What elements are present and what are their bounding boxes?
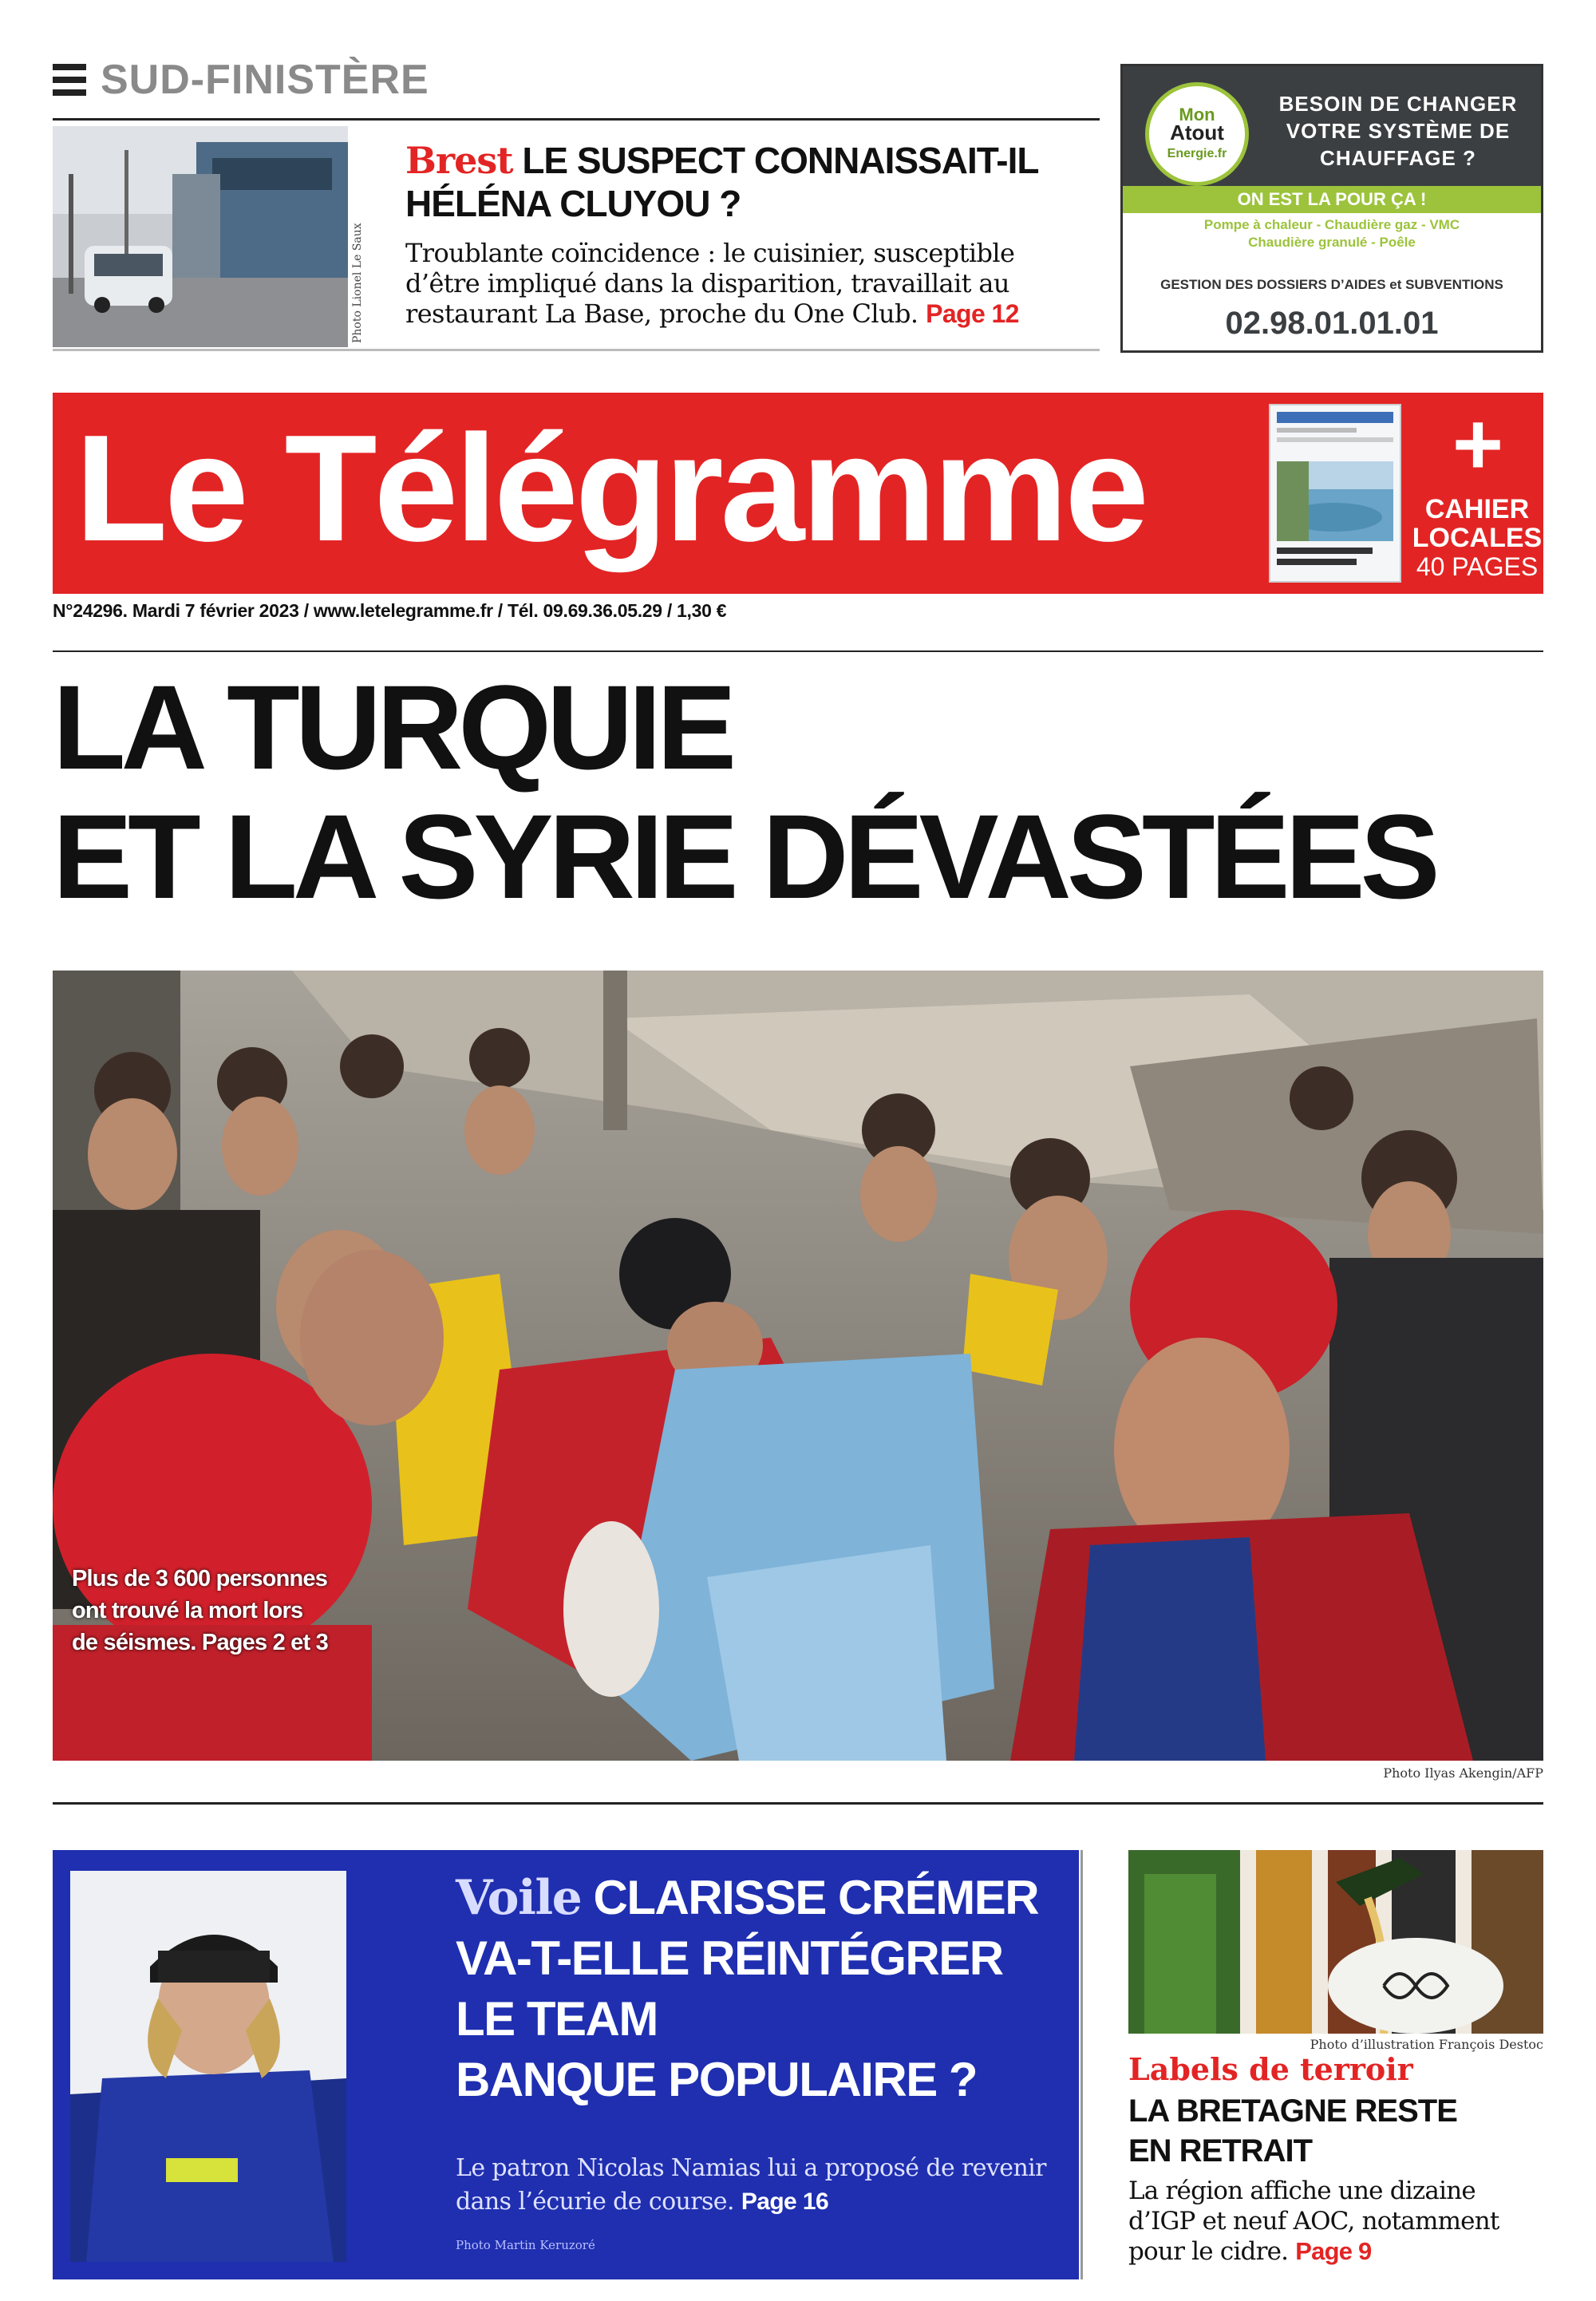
teaser-body (405, 238, 1092, 329)
terroir-body: La région affiche une dizaine d’IGP et neuf AOC, notamment pour le cidre. Page 9 (1128, 2176, 1499, 2266)
supplement-thumbnail[interactable] (1269, 404, 1401, 583)
divider (1080, 1850, 1083, 2279)
teaser-title: LE SUSPECT CONNAISSAIT-IL HÉLÉNA CLUYOU ? (405, 140, 1038, 224)
sailing-body: Le patron Nicolas Namias lui a proposé de revenir dans l’écurie de course. Page 16 (456, 2154, 1046, 2216)
main-headline[interactable]: LA TURQUIE ET LA SYRIE DÉVASTÉES (53, 660, 1436, 923)
edition-bar (53, 56, 429, 104)
ad-products: Pompe à chaleur - Chaudière gaz - VMC Chaudière granulé - Poêle (1203, 217, 1460, 250)
divider (53, 650, 1543, 652)
masthead-title[interactable]: Le Télégramme (75, 404, 1146, 573)
divider (53, 118, 1100, 121)
divider (53, 349, 1100, 351)
teaser-headline[interactable] (405, 139, 1092, 225)
page-ref-link[interactable]: Page 9 (1295, 2237, 1372, 2265)
photo-credit: Photo Ilyas Akengin/AFP (1383, 1765, 1543, 1781)
terroir-photo[interactable] (1128, 1850, 1543, 2034)
sailing-headline[interactable]: Voile CLARISSE CRÉMER VA-T-ELLE RÉINTÉGRER LE TEAM BANQUE POPULAIRE ? (456, 1870, 1039, 2106)
main-caption: Plus de 3 600 personnes ont trouvé la mort lors de séismes. Pages 2 et 3 (72, 1566, 328, 1655)
ad-header (1123, 66, 1541, 186)
menu-icon[interactable] (53, 64, 86, 96)
divider (53, 1802, 1543, 1805)
photo-credit: Photo Martin Keruzoré (456, 2238, 595, 2252)
sailing-photo[interactable] (70, 1871, 346, 2262)
supplement-label: CAHIER LOCALES 40 PAGES (1412, 494, 1543, 581)
teaser-body-text: Troublante coïncidence : le cuisinier, susceptible d’être impliqué dans la disparition, travaillait au restaurant La Base, proche du One Club. (405, 238, 1015, 329)
ad-band: ON EST LA POUR ÇA ! (1123, 186, 1541, 213)
masthead (53, 393, 1543, 594)
page-ref-link[interactable]: Page 12 (926, 299, 1019, 328)
page-ref-link[interactable]: Page 16 (741, 2188, 829, 2215)
terroir-kicker: Labels de terroir (1128, 2051, 1413, 2087)
ad-phone[interactable]: 02.98.01.01.01 (1225, 306, 1439, 341)
plus-icon: + (1452, 395, 1504, 493)
photo-credit: Photo Lionel Le Saux (351, 223, 364, 343)
teaser-photo[interactable] (53, 126, 348, 347)
issue-line: N°24296. Mardi 7 février 2023 / www.letelegramme.fr / Tél. 09.69.36.05.29 / 1,30 € (53, 600, 727, 621)
teaser-kicker: Brest (405, 139, 513, 182)
sailing-story[interactable] (53, 1850, 1079, 2279)
ad-headline: BESOIN DE CHANGER VOTRE SYSTÈME DE CHAUFFAGE ? (1278, 92, 1518, 170)
photo-credit: Photo d’illustration François Destoc (1310, 2037, 1543, 2052)
sailing-kicker: Voile (456, 1870, 582, 1926)
terroir-headline[interactable]: LA BRETAGNE RESTE EN RETRAIT (1128, 2093, 1457, 2169)
edition-label: SUD-FINISTÈRE (101, 57, 429, 103)
ad-logo: Mon Atout Energie.fr (1145, 82, 1249, 186)
advertisement[interactable] (1120, 64, 1543, 353)
ad-services: GESTION DES DOSSIERS D’AIDES et SUBVENTIONS (1160, 277, 1503, 292)
